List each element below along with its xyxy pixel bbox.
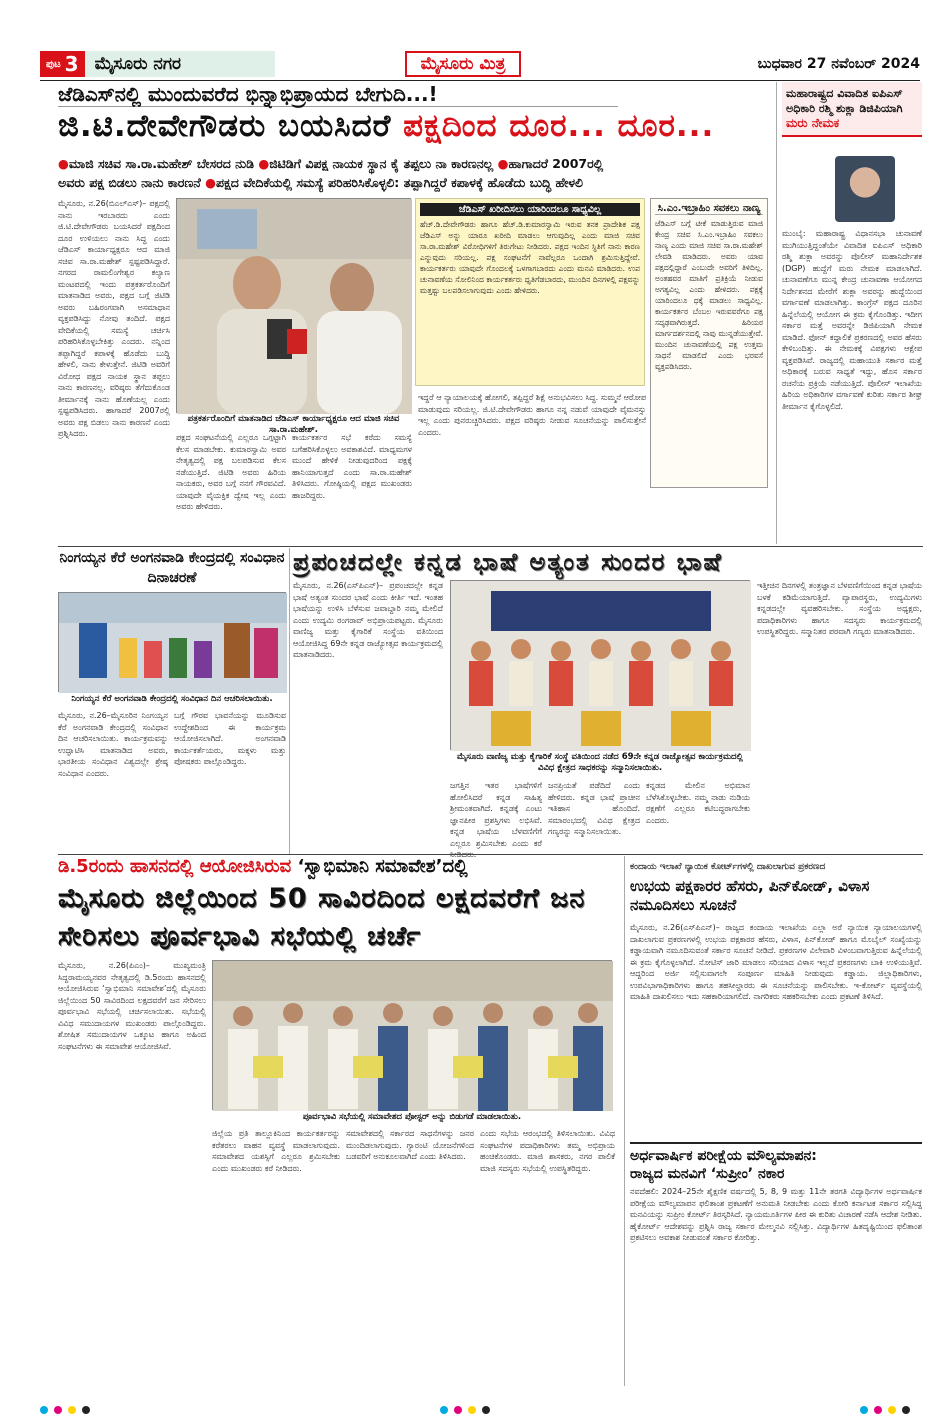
lead-photo bbox=[176, 198, 411, 413]
exam-headline: ರಾಜ್ಯದ ಮನವಿಗೆ ‘ಸುಪ್ರೀಂ’ ನಕಾರ bbox=[630, 1166, 785, 1182]
registration-dot bbox=[888, 1406, 896, 1414]
swabhimani-column-4 bbox=[480, 1128, 615, 1380]
page-number: 3 bbox=[64, 52, 79, 76]
bullet-icon: ● bbox=[58, 156, 69, 171]
kannada-headline: ಪ್ರಪಂಚದಲ್ಲೇ ಕನ್ನಡ ಭಾಷೆ ಅತ್ಯಂತ ಸುಂದರ ಭಾಷೆ bbox=[293, 548, 723, 576]
court-column bbox=[630, 922, 922, 1138]
swabhimani-kicker-a: ಡಿ.5ರಂದು ಹಾಸನದಲ್ಲಿ ಆಯೋಜಿಸಿರುವ bbox=[58, 856, 298, 877]
exam-headline-block bbox=[630, 1142, 922, 1183]
court-headline: ಉಭಯ ಪಕ್ಷಕಾರರ ಹೆಸರು, ಪಿನ್‌ಕೋಡ್, ವಿಳಾಸ ನಮೂದಿಸಲು ಸೂಚನೆ bbox=[630, 877, 870, 914]
kannada-column-5 bbox=[757, 580, 922, 852]
exam-text: ನವದೆಹಲಿ: 2024–25ನೇ ಶೈಕ್ಷಣಿಕ ವರ್ಷದಲ್ಲಿ 5, 8, 9 ಮತ್ತು 11ನೇ ತರಗತಿ ವಿದ್ಯಾರ್ಥಿಗಳ ಅರ್ಧವಾರ್ಷಿಕ ಪರೀಕ್ಷೆಯ ಮೌಲ್ಯಮಾಪನ ಫಲಿತಾಂಶ ಪ್ರಕಟಣೆಗೆ ಅನುಮತಿ ನೀಡಬೇಕು ಎಂದು ಕೋರಿ ಕರ್ನಾಟಕ ಸರ್ಕಾರ ಸಲ್ಲಿಸಿದ್ದ ಮನವಿಯನ್ನು ಸುಪ್ರೀಂ ಕೋರ್ಟ್ ತಿರಸ್ಕರಿಸಿದೆ. ನ್ಯಾಯಮೂರ್ತಿಗಳ ಪೀಠ ಈ ಕುರಿತು ವಿಚಾರಣೆ ನಡೆಸಿ ಆದೇಶ ನೀಡಿತು. ಹೈಕೋರ್ಟ್ ಆದೇಶವನ್ನು ಪ್ರಶ್ನಿಸಿ ರಾಜ್ಯ ಸರ್ಕಾರ ಮೇಲ್ಮನವಿ ಸಲ್ಲಿಸಿತ್ತು. ವಿದ್ಯಾರ್ಥಿಗಳ ಹಿತದೃಷ್ಟಿಯಿಂದ ಫಲಿತಾಂಶ ಪ್ರಕಟಿಸಲು ಅವಕಾಶ ನೀಡುವಂತೆ ಸರ್ಕಾರ ಕೋರಿತ್ತು. bbox=[630, 1187, 922, 1242]
registration-marks-left bbox=[40, 1406, 90, 1414]
registration-dot bbox=[68, 1406, 76, 1414]
boxed-story-text: ಜೆಡಿಎಸ್ ಬಗ್ಗೆ ಟೀಕೆ ಮಾಡುತ್ತಿರುವ ಮಾಜಿ ಕೇಂದ್ರ ಸಚಿವ ಸಿ.ಎಂ.ಇಬ್ರಾಹಿಂ ಸವಕಲು ನಾಣ್ಯ ಎಂದು ಮಾಜಿ ಸಚಿವ ಸಾ.ರಾ.ಮಹೇಶ್ ಲೇವಡಿ ಮಾಡಿದರು. ಅವರು ಯಾವ ಪಕ್ಷದಲ್ಲಿದ್ದಾರೆ ಎಂಬುದೇ ಅವರಿಗೆ ತಿಳಿದಿಲ್ಲ. ಅಂತಹವರ ಮಾತಿಗೆ ಪ್ರತಿಕ್ರಿಯೆ ನೀಡುವ ಅಗತ್ಯವಿಲ್ಲ ಎಂದು ಹೇಳಿದರು. ಪಕ್ಷಕ್ಕೆ ಯಾರಿಂದಲೂ ಧಕ್ಕೆ ಮಾಡಲು ಸಾಧ್ಯವಿಲ್ಲ. ಕಾರ್ಯಕರ್ತರ ಬೆಂಬಲ ಇರುವವರೆಗೂ ಪಕ್ಷ ಸದೃಢವಾಗಿರುತ್ತದೆ. ಹಿರಿಯರ ಮಾರ್ಗದರ್ಶನದಲ್ಲಿ ನಾವು ಮುನ್ನಡೆಯುತ್ತೇವೆ. ಮುಂದಿನ ಚುನಾವಣೆಯಲ್ಲಿ ಪಕ್ಷ ಉತ್ತಮ ಸಾಧನೆ ಮಾಡಲಿದೆ ಎಂದು ಭರವಸೆ ವ್ಯಕ್ತಪಡಿಸಿದರು. bbox=[655, 219, 763, 371]
side-story-headline-red: ಮರು ನೇಮಕ bbox=[786, 116, 840, 130]
swabhimani-text: ಜಿಲ್ಲೆಯ ಪ್ರತಿ ತಾಲ್ಲೂಕಿನಿಂದ ಕಾರ್ಯಕರ್ತರನ್ನು ಕರೆತರಲು ವಾಹನ ವ್ಯವಸ್ಥೆ ಮಾಡಲಾಗುವುದು. ಸಮಾವೇಶದ ಯಶಸ್ಸಿಗೆ ಎಲ್ಲರೂ ಶ್ರಮಿಸಬೇಕು ಎಂದು ಮುಖಂಡರು ಕರೆ ನೀಡಿದರು. bbox=[212, 1129, 340, 1173]
constitution-photo bbox=[58, 592, 286, 692]
side-story-head bbox=[782, 82, 922, 137]
yellow-box-text: ಹೆಚ್.ಡಿ.ದೇವೇಗೌಡರು ಹಾಗೂ ಹೆಚ್.ಡಿ.ಕುಮಾರಸ್ವಾಮಿ ಇರುವ ತನಕ ಪ್ರಾದೇಶಿಕ ಪಕ್ಷ ಜೆಡಿಎಸ್ ಅನ್ನು ಯಾರೂ ಖರೀದಿ ಮಾಡಲು ಆಗುವುದಿಲ್ಲ ಎಂದು ಮಾಜಿ ಸಚಿವ ಸಾ.ರಾ.ಮಹೇಶ್ ವಿರೋಧಿಗಳಿಗೆ ತಿರುಗೇಟು ನೀಡಿದರು. ಪಕ್ಷದ ಇಂದಿನ ಸ್ಥಿತಿಗೆ ನಾನು ಕಾರಣ ಎನ್ನುವುದು ಸರಿಯಲ್ಲ. ಪಕ್ಷ ಸಂಘಟನೆಗೆ ನಾವೆಲ್ಲರೂ ಒಂದಾಗಿ ಶ್ರಮಿಸುತ್ತಿದ್ದೇವೆ. ಕಾರ್ಯಕರ್ತರು ಯಾವುದೇ ಗೊಂದಲಕ್ಕೆ ಒಳಗಾಗಬಾರದು ಎಂದು ಮನವಿ ಮಾಡಿದರು. ಉಪ ಚುನಾವಣೆಯ ಸೋಲಿನಿಂದ ಕಾರ್ಯಕರ್ತರು ಧೃತಿಗೆಡಬಾರದು, ಮುಂದಿನ ದಿನಗಳಲ್ಲಿ ಪಕ್ಷವನ್ನು ಮತ್ತಷ್ಟು ಬಲಪಡಿಸಲಾಗುವುದು ಎಂದು ಹೇಳಿದರು. bbox=[420, 220, 640, 295]
exam-column bbox=[630, 1186, 922, 1384]
kannada-column-3 bbox=[548, 780, 640, 852]
felicitation-photo bbox=[451, 581, 751, 751]
lead-photo-caption: ಪತ್ರಕರ್ತರೊಂದಿಗೆ ಮಾತನಾಡಿದ ಜೆಡಿಎಸ್ ಕಾರ್ಯಾಧ್ಯಕ್ಷರೂ ಆದ ಮಾಜಿ ಸಚಿವ ಸಾ.ರಾ.ಮಹೇಶ್. bbox=[187, 414, 400, 435]
masthead bbox=[40, 50, 920, 78]
kannada-text: ಜನಪ್ರಿಯತೆ ಪಡೆದಿದೆ ಎಂದು ಹೇಳಿದರು. ಕನ್ನಡ ಭಾಷೆ ಪ್ರಾಚೀನ ಇತಿಹಾಸ ಹೊಂದಿದೆ. ಸಮಾರಂಭದಲ್ಲಿ ವಿವಿಧ ಕ್ಷೇತ್ರದ ಗಣ್ಯರನ್ನು ಸನ್ಮಾನಿಸಲಾಯಿತು. bbox=[548, 781, 640, 836]
lead-column-3 bbox=[292, 432, 412, 544]
lead-column-4 bbox=[418, 392, 646, 544]
side-story-column bbox=[782, 228, 922, 543]
section-rule bbox=[58, 546, 923, 547]
exam-kicker: ಅರ್ಧವಾರ್ಷಿಕ ಪರೀಕ್ಷೆಯ ಮೌಲ್ಯಮಾಪನ: bbox=[630, 1148, 817, 1164]
officer-portrait bbox=[835, 156, 895, 222]
press-conference-photo bbox=[177, 199, 412, 414]
kannada-text: ಜಗತ್ತಿನ ಇತರ ಭಾಷೆಗಳಿಗೆ ಹೋಲಿಸಿದರೆ ಕನ್ನಡ ಸಾಹಿತ್ಯ ಶ್ರೀಮಂತವಾಗಿದೆ. ಕನ್ನಡಕ್ಕೆ ಎಂಟು ಜ್ಞಾನಪೀಠ ಪ್ರಶಸ್ತಿಗಳು ಲಭಿಸಿವೆ. ಕನ್ನಡ ಭಾಷೆಯ ಬೆಳವಣಿಗೆಗೆ ಎಲ್ಲರೂ ಶ್ರಮಿಸಬೇಕು ಎಂದು ಕರೆ bbox=[450, 781, 542, 848]
constitution-column-2 bbox=[174, 710, 286, 852]
bullet-icon: ● bbox=[497, 156, 509, 171]
swabhimani-caption: ಪೂರ್ವಭಾವಿ ಸಭೆಯಲ್ಲಿ ಸಮಾವೇಶದ ಪೋಸ್ಟರ್ ಅನ್ನು ಬಿಡುಗಡೆ ಮಾಡಲಾಯಿತು. bbox=[302, 1112, 522, 1122]
constitution-text: ಮೈಸೂರು, ನ.26–ಮೈಸೂರಿನ ನಿಂಗಯ್ಯನ ಕೆರೆ ಅಂಗನವಾಡಿ ಕೇಂದ್ರದಲ್ಲಿ ಸಂವಿಧಾನ ದಿನ ಆಚರಿಸಲಾಯಿತು. ಕಾರ್ಯಕ್ರಮವನ್ನು ಉದ್ಘಾಟಿಸಿ ಮಾತನಾಡಿದ ಅವರು, ಭಾರತೀಯ ಸಂವಿಧಾನ ವಿಶ್ವದಲ್ಲೇ ಶ್ರೇಷ್ಠ ಸಂವಿಧಾನ ಎಂದರು. bbox=[58, 711, 168, 778]
constitution-column-1 bbox=[58, 710, 168, 852]
registration-dot bbox=[874, 1406, 882, 1414]
lead-headline-b: ಪಕ್ಷದಿಂದ ದೂರ... ದೂರ... bbox=[403, 108, 715, 144]
swabhimani-column-2 bbox=[212, 1128, 340, 1380]
anganwadi-children-photo bbox=[59, 593, 287, 693]
swabhimani-kicker-b: ‘ಸ್ವಾಭಿಮಾನಿ ಸಮಾವೇಶ’ದಲ್ಲಿ bbox=[297, 856, 468, 877]
lead-highlights bbox=[58, 154, 623, 194]
section-rule bbox=[58, 854, 923, 855]
constitution-caption: ನಿಂಗಯ್ಯನ ಕೆರೆ ಅಂಗನವಾಡಿ ಕೇಂದ್ರದಲ್ಲಿ ಸಂವಿಧಾನ ದಿನ ಆಚರಿಸಲಾಯಿತು. bbox=[71, 694, 273, 704]
registration-dot bbox=[54, 1406, 62, 1414]
swabhimani-text: ಮೈಸೂರು, ನ.26(ಪಿಎಂ)– ಮುಖ್ಯಮಂತ್ರಿ ಸಿದ್ದರಾಮಯ್ಯನವರ ನೇತೃತ್ವದಲ್ಲಿ ಡಿ.5ರಂದು ಹಾಸನದಲ್ಲಿ ಆಯೋಜಿಸಿರುವ ‘ಸ್ವಾಭಿಮಾನಿ ಸಮಾವೇಶ’ದಲ್ಲಿ ಮೈಸೂರು ಜಿಲ್ಲೆಯಿಂದ 50 ಸಾವಿರದಿಂದ ಲಕ್ಷದವರೆಗೆ ಜನ ಸೇರಿಸಲು ಪೂರ್ವಭಾವಿ ಸಭೆಯಲ್ಲಿ ಚರ್ಚಿಸಲಾಯಿತು. ಸಭೆಯಲ್ಲಿ ವಿವಿಧ ಸಮುದಾಯಗಳ ಮುಖಂಡರು ಪಾಲ್ಗೊಂಡಿದ್ದರು. ಶೋಷಿತ ಸಮುದಾಯಗಳ ಒಕ್ಕೂಟ ಹಾಗೂ ಅಹಿಂದ ಸಂಘಟನೆಗಳು ಈ ಸಮಾವೇಶ ಆಯೋಜಿಸಿವೆ. bbox=[58, 961, 206, 1051]
registration-dot bbox=[482, 1406, 490, 1414]
bullet-icon: ● bbox=[258, 156, 270, 171]
swabhimani-text: ಸಮಾವೇಶದಲ್ಲಿ ಸರ್ಕಾರದ ಸಾಧನೆಗಳನ್ನು ಜನರ ಮುಂದಿಡಲಾಗುವುದು. ಗ್ಯಾರಂಟಿ ಯೋಜನೆಗಳಿಂದ ಬಡವರಿಗೆ ಅನುಕೂಲವಾಗಿದೆ ಎಂದು ತಿಳಿಸಿದರು. bbox=[346, 1129, 474, 1161]
highlight-item: ಮಾಜಿ ಸಚಿವ ಸಾ.ರಾ.ಮಹೇಶ್ ಬೇಸರದ ನುಡಿ bbox=[68, 156, 254, 171]
swabhimani-headline: ಮೈಸೂರು ಜಿಲ್ಲೆಯಿಂದ 50 ಸಾವಿರದಿಂದ ಲಕ್ಷದವರೆಗೆ ಜನ ಸೇರಿಸಲು ಪೂರ್ವಭಾವಿ ಸಭೆಯಲ್ಲಿ ಚರ್ಚೆ bbox=[58, 883, 586, 952]
registration-dot bbox=[860, 1406, 868, 1414]
yellow-box bbox=[415, 198, 645, 386]
registration-marks-right bbox=[860, 1406, 910, 1414]
lead-paragraph: ಇದ್ದರೆ ಆ ನ್ಯಾಯಾಲಯಕ್ಕೆ ಹೋಗಲಿ, ತಪ್ಪಿದ್ದರೆ ಶಿಕ್ಷೆ ಅನುಭವಿಸಲು ಸಿದ್ಧ. ಸುಮ್ಮನೆ ಆರೋಪ ಮಾಡುವುದು ಸರಿಯಲ್ಲ. ಜಿ.ಟಿ.ದೇವೇಗೌಡರು ಹಾಗೂ ನನ್ನ ನಡುವೆ ಯಾವುದೇ ವೈಮನಸ್ಸು ಇಲ್ಲ ಎಂದು ಪುನರುಚ್ಚರಿಸಿದರು. ಪಕ್ಷದ ವರಿಷ್ಠರು ನೀಡುವ ಸೂಚನೆಯನ್ನು ಪಾಲಿಸುತ್ತೇನೆ ಎಂದರು. bbox=[418, 393, 646, 437]
lead-headline bbox=[58, 108, 778, 145]
boxed-story-title: ಸಿ.ಎಂ.ಇಬ್ರಾಹಿಂ ಸವಕಲು ನಾಣ್ಯ bbox=[655, 203, 763, 215]
poster-release-photo bbox=[213, 961, 613, 1111]
kannada-photo bbox=[450, 580, 750, 750]
kannada-column-1 bbox=[293, 580, 443, 852]
kannada-caption: ಮೈಸೂರು ವಾಣಿಜ್ಯ ಮತ್ತು ಕೈಗಾರಿಕೆ ಸಂಸ್ಥೆ ವತಿಯಿಂದ ನಡೆದ 69ನೇ ಕನ್ನಡ ರಾಜ್ಯೋತ್ಸವ ಕಾರ್ಯಕ್ರಮದಲ್ಲಿ ವಿವಿಧ ಕ್ಷೇತ್ರದ ಸಾಧಕರನ್ನು ಸನ್ಮಾನಿಸಲಾಯಿತು. bbox=[457, 752, 743, 773]
highlight-item: ಹಾಗಾದರೆ 2007ರಲ್ಲಿ ಅವರು ಪಕ್ಷ ಬಿಡಲು ನಾನು ಕಾರಣನೆ bbox=[58, 156, 604, 190]
constitution-headline: ನಿಂಗಯ್ಯನ ಕೆರೆ ಅಂಗನವಾಡಿ ಕೇಂದ್ರದಲ್ಲಿ ಸಂವಿಧಾನ ದಿನಾಚರಣೆ bbox=[59, 550, 285, 586]
bullet-icon: ● bbox=[205, 175, 217, 190]
swabhimani-photo bbox=[212, 960, 612, 1110]
section-name: ಮೈಸೂರು ನಗರ bbox=[85, 51, 275, 77]
side-story-text: ಮುಂಬೈ: ಮಹಾರಾಷ್ಟ್ರ ವಿಧಾನಸಭಾ ಚುನಾವಣೆ ಮುಗಿಯುತ್ತಿದ್ದಂತೆಯೇ ವಿವಾದಿತ ಐಪಿಎಸ್ ಅಧಿಕಾರಿ ರಶ್ಮಿ ಶುಕ್ಲಾ ಅವರನ್ನು ಪೊಲೀಸ್ ಮಹಾನಿರ್ದೇಶಕ (DGP) ಹುದ್ದೆಗೆ ಮರು ನೇಮಕ ಮಾಡಲಾಗಿದೆ. ಚುನಾವಣೆಗೂ ಮುನ್ನ ಕೇಂದ್ರ ಚುನಾವಣಾ ಆಯೋಗದ ನಿರ್ದೇಶನದ ಮೇರೆಗೆ ಶುಕ್ಲಾ ಅವರನ್ನು ಹುದ್ದೆಯಿಂದ ವರ್ಗಾವಣೆ ಮಾಡಲಾಗಿತ್ತು. ಕಾಂಗ್ರೆಸ್ ಪಕ್ಷದ ದೂರಿನ ಹಿನ್ನೆಲೆಯಲ್ಲಿ ಆಯೋಗ ಈ ಕ್ರಮ ಕೈಗೊಂಡಿತ್ತು. ಇದೀಗ ಸರ್ಕಾರ ಮತ್ತೆ ಅವರನ್ನೇ ಡಿಜಿಪಿಯಾಗಿ ನೇಮಕ ಮಾಡಿದೆ. ಫೋನ್ ಕದ್ದಾಲಿಕೆ ಪ್ರಕರಣದಲ್ಲಿ ಅವರ ಹೆಸರು ಕೇಳಿಬಂದಿತ್ತು. ಈ ನೇಮಕಕ್ಕೆ ವಿಪಕ್ಷಗಳು ಆಕ್ಷೇಪ ವ್ಯಕ್ತಪಡಿಸಿವೆ. ರಾಜ್ಯದಲ್ಲಿ ಮಹಾಯುತಿ ಸರ್ಕಾರ ಮತ್ತೆ ಅಧಿಕಾರಕ್ಕೆ ಬರುವ ಸಾಧ್ಯತೆ ಇದ್ದು, ಹೊಸ ಸರ್ಕಾರ ರಚನೆಯ ಪ್ರಕ್ರಿಯೆ ನಡೆಯುತ್ತಿದೆ. ಪೊಲೀಸ್ ಇಲಾಖೆಯ ಹಿರಿಯ ಅಧಿಕಾರಿಗಳ ವರ್ಗಾವಣೆ ಕುರಿತು ಸರ್ಕಾರ ಶೀಘ್ರ ತೀರ್ಮಾನ ಕೈಗೊಳ್ಳಲಿದೆ. bbox=[782, 229, 922, 411]
lead-paragraph: ಮೈಸೂರು, ನ.26(ಬಿಎಲ್‌ಎಸ್)– ಪಕ್ಷದಲ್ಲಿ ನಾನು ಇರಬಾರದು ಎಂದು ಜಿ.ಟಿ.ದೇವೇಗೌಡರು ಬಯಸಿದರೆ ಪಕ್ಷದಿಂದ ದೂರ ಉಳಿಯಲು ನಾನು ಸಿದ್ಧ ಎಂದು ಜೆಡಿಎಸ್ ಕಾರ್ಯಾಧ್ಯಕ್ಷರೂ ಆದ ಮಾಜಿ ಸಚಿವ ಸಾ.ರಾ.ಮಹೇಶ್ ಸ್ಪಷ್ಟಪಡಿಸಿದ್ದಾರೆ. ನಗರದ ರಾಮಲಿಂಗೇಶ್ವರ ಕಲ್ಯಾಣ ಮಂಟಪದಲ್ಲಿ ಇಂದು ಪತ್ರಕರ್ತರೊಂದಿಗೆ ಮಾತನಾಡಿದ ಅವರು, ಪಕ್ಷದ ಬಗ್ಗೆ ಜಿಟಿಡಿ ಅವರು ಬಹಿರಂಗವಾಗಿ ಅಸಮಾಧಾನ ವ್ಯಕ್ತಪಡಿಸಿದ್ದು ನೋವು ತಂದಿದೆ. ಪಕ್ಷದ ವೇದಿಕೆಯಲ್ಲಿ ಸಮಸ್ಯೆ ಚರ್ಚಿಸಿ ಪರಿಹರಿಸಿಕೊಳ್ಳಬೇಕಿತ್ತು ಎಂದರು. ನನ್ನಿಂದ ತಪ್ಪಾಗಿದ್ದರೆ ಕಪಾಳಕ್ಕೆ ಹೊಡೆದು ಬುದ್ಧಿ ಹೇಳಲಿ, ನಾನು ಕೇಳುತ್ತೇನೆ. ಜಿಟಿಡಿ ಅವರಿಗೆ ವಿರೋಧ ಪಕ್ಷದ ನಾಯಕ ಸ್ಥಾನ ತಪ್ಪಲು ನಾನು ಕಾರಣನಲ್ಲ. ವರಿಷ್ಠರು ತೆಗೆದುಕೊಂಡ ತೀರ್ಮಾನಕ್ಕೆ ನಾನು ಹೊಣೆಯಲ್ಲ ಎಂದು ಸ್ಪಷ್ಟಪಡಿಸಿದರು. ಹಾಗಾದರೆ 2007ರಲ್ಲಿ ಅವರು ಪಕ್ಷ ಬಿಡಲು ನಾನು ಕಾರಣನೆ ಎಂದು ಪ್ರಶ್ನಿಸಿದರು. bbox=[58, 199, 170, 438]
column-rule bbox=[776, 82, 777, 544]
issue-date: ಬುಧವಾರ 27 ನವೆಂಬರ್ 2024 bbox=[757, 56, 920, 72]
swabhimani-text: ಎಂದು ಸಭೆಯ ಆರಂಭದಲ್ಲಿ ತಿಳಿಸಲಾಯಿತು. ವಿವಿಧ ಸಂಘಟನೆಗಳ ಪದಾಧಿಕಾರಿಗಳು ತಮ್ಮ ಅಭಿಪ್ರಾಯ ಹಂಚಿಕೊಂಡರು. ಮಾಜಿ ಶಾಸಕರು, ನಗರ ಪಾಲಿಕೆ ಮಾಜಿ ಸದಸ್ಯರು ಸಭೆಯಲ್ಲಿ ಉಪಸ್ಥಿತರಿದ್ದರು. bbox=[480, 1129, 615, 1173]
kannada-text: ಕನ್ನಡದ ಮೇಲಿನ ಅಭಿಮಾನ ಬೆಳೆಸಿಕೊಳ್ಳಬೇಕು. ನಮ್ಮ ನಾಡು ನುಡಿಯ ರಕ್ಷಣೆಗೆ ಎಲ್ಲರೂ ಕಟಿಬದ್ಧರಾಗಬೇಕು ಎಂದರು. bbox=[646, 781, 750, 825]
highlight-item: ಜಿಟಿಡಿಗೆ ವಿಪಕ್ಷ ನಾಯಕ ಸ್ಥಾನ ಕೈ ತಪ್ಪಲು ನಾ ಕಾರಣನಲ್ಲ bbox=[269, 156, 494, 171]
lead-paragraph: ಕಾರ್ಯಕರ್ತರ ಸಭೆ ಕರೆದು ಸಮಸ್ಯೆ ಬಗೆಹರಿಸಿಕೊಳ್ಳಲು ಅವಕಾಶವಿದೆ. ಮಾಧ್ಯಮಗಳ ಮುಂದೆ ಹೇಳಿಕೆ ನೀಡುವುದರಿಂದ ಪಕ್ಷಕ್ಕೆ ಹಾನಿಯಾಗುತ್ತದೆ ಎಂದು ಸಾ.ರಾ.ಮಹೇಶ್ ತಿಳಿಸಿದರು. ಗೋಷ್ಠಿಯಲ್ಲಿ ಪಕ್ಷದ ಮುಖಂಡರು ಹಾಜರಿದ್ದರು. bbox=[292, 433, 412, 500]
page-tag: ಪುಟ bbox=[46, 58, 61, 70]
swabhimani-column-1 bbox=[58, 960, 206, 1380]
boxed-story bbox=[650, 198, 768, 488]
page-number-box bbox=[40, 51, 85, 77]
yellow-box-title: ಜೆಡಿಎಸ್ ಖರೀದಿಸಲು ಯಾರಿಂದಲೂ ಸಾಧ್ಯವಿಲ್ಲ bbox=[420, 203, 640, 216]
masthead-rule bbox=[40, 80, 920, 81]
lead-paragraph: ಪಕ್ಷದ ಸಂಘಟನೆಯಲ್ಲಿ ಎಲ್ಲರೂ ಒಗ್ಗಟ್ಟಾಗಿ ಕೆಲಸ ಮಾಡಬೇಕು. ಕುಮಾರಸ್ವಾಮಿ ಅವರ ನೇತೃತ್ವದಲ್ಲಿ ಪಕ್ಷ ಬಲಪಡಿಸುವ ಕೆಲಸ ನಡೆಯುತ್ತಿದೆ. ಜಿಟಿಡಿ ಅವರು ಹಿರಿಯ ನಾಯಕರು, ಅವರ ಬಗ್ಗೆ ನನಗೆ ಗೌರವವಿದೆ. ಯಾವುದೇ ವೈಯಕ್ತಿಕ ದ್ವೇಷ ಇಲ್ಲ ಎಂದು ಅವರು ಹೇಳಿದರು. bbox=[176, 433, 286, 511]
lead-kicker: ಜೆಡಿಎಸ್‌ನಲ್ಲಿ ಮುಂದುವರೆದ ಭಿನ್ನಾಭಿಪ್ರಾಯದ ಬೇಗುದಿ...! bbox=[58, 82, 618, 107]
side-story-headline: ಮಹಾರಾಷ್ಟ್ರದ ವಿವಾದಿತ ಐಪಿಎಸ್ ಅಧಿಕಾರಿ ರಶ್ಮಿ ಶುಕ್ಲಾ ಡಿಜಿಪಿಯಾಗಿ bbox=[786, 87, 903, 115]
constitution-text: ಬಗ್ಗೆ ಗೌರವ ಭಾವನೆಯನ್ನು ಮೂಡಿಸುವ ಉದ್ದೇಶದಿಂದ ಈ ಕಾರ್ಯಕ್ರಮ ಆಯೋಜಿಸಲಾಗಿದೆ. ಅಂಗನವಾಡಿ ಕಾರ್ಯಕರ್ತೆಯರು, ಮಕ್ಕಳು ಮತ್ತು ಪೋಷಕರು ಪಾಲ್ಗೊಂಡಿದ್ದರು. bbox=[174, 711, 286, 766]
court-text: ಮೈಸೂರು, ನ.26(ಎಸ್‌ಪಿಎನ್)– ರಾಜ್ಯದ ಕಂದಾಯ ಇಲಾಖೆಯ ಎಲ್ಲಾ ಅರೆ ನ್ಯಾಯಿಕ ನ್ಯಾಯಾಲಯಗಳಲ್ಲಿ ದಾಖಲಾಗುವ ಪ್ರಕರಣಗಳಲ್ಲಿ ಉಭಯ ಪಕ್ಷಕಾರರ ಹೆಸರು, ವಿಳಾಸ, ಪಿನ್‌ಕೋಡ್ ಹಾಗೂ ಮೊಬೈಲ್ ಸಂಖ್ಯೆಯನ್ನು ಕಡ್ಡಾಯವಾಗಿ ನಮೂದಿಸುವಂತೆ ಸರ್ಕಾರ ಸೂಚನೆ ನೀಡಿದೆ. ಪ್ರಕರಣಗಳ ವಿಲೇವಾರಿ ವಿಳಂಬವಾಗುತ್ತಿರುವ ಹಿನ್ನೆಲೆಯಲ್ಲಿ ಈ ಕ್ರಮ ಕೈಗೊಳ್ಳಲಾಗಿದೆ. ನೋಟಿಸ್ ಜಾರಿ ಮಾಡಲು ಸರಿಯಾದ ವಿಳಾಸ ಇಲ್ಲದೆ ಪ್ರಕರಣಗಳು ಬಾಕಿ ಉಳಿಯುತ್ತಿವೆ. ಆದ್ದರಿಂದ ಅರ್ಜಿ ಸಲ್ಲಿಸುವಾಗಲೇ ಸಂಪೂರ್ಣ ಮಾಹಿತಿ ನೀಡುವುದು ಕಡ್ಡಾಯ. ಜಿಲ್ಲಾಧಿಕಾರಿಗಳು, ಉಪವಿಭಾಗಾಧಿಕಾರಿಗಳು ಹಾಗೂ ತಹಸೀಲ್ದಾರರು ಈ ಸೂಚನೆಯನ್ನು ಪಾಲಿಸಬೇಕು. ಇ-ಕೋರ್ಟ್ ವ್ಯವಸ್ಥೆಯಲ್ಲಿ ಮಾಹಿತಿ ದಾಖಲಿಸಲು ಇದು ಸಹಕಾರಿಯಾಗಲಿದೆ. ನಾಗರಿಕರು ಸಹಕರಿಸಬೇಕು ಎಂದು ಪ್ರಕಟಣೆ ತಿಳಿಸಿದೆ. bbox=[630, 923, 922, 1001]
lead-headline-a: ಜಿ.ಟಿ.ದೇವೇಗೌಡರು ಬಯಸಿದರೆ bbox=[58, 108, 404, 144]
highlight-item: ಪಕ್ಷದ ವೇದಿಕೆಯಲ್ಲಿ ಸಮಸ್ಯೆ ಪರಿಹರಿಸಿಕೊಳ್ಳಲಿ: ತಪ್ಪಾಗಿದ್ದರೆ ಕಪಾಳಕ್ಕೆ ಹೊಡೆದು ಬುದ್ಧಿ ಹೇಳಲಿ bbox=[216, 175, 584, 190]
newspaper-logo: ಮೈಸೂರು ಮಿತ್ರ bbox=[405, 51, 522, 77]
registration-dot bbox=[82, 1406, 90, 1414]
registration-dot bbox=[440, 1406, 448, 1414]
kannada-column-2 bbox=[450, 780, 542, 852]
registration-dot bbox=[40, 1406, 48, 1414]
column-rule bbox=[289, 548, 290, 854]
kannada-column-4 bbox=[646, 780, 750, 852]
registration-marks-center bbox=[440, 1406, 490, 1414]
swabhimani-column-3 bbox=[346, 1128, 474, 1380]
court-headline-block bbox=[630, 858, 922, 915]
kannada-text: ಮೈಸೂರು, ನ.26(ಎಸ್‌ಪಿಎನ್)– ಪ್ರಪಂಚದಲ್ಲೇ ಕನ್ನಡ ಭಾಷೆ ಅತ್ಯಂತ ಸುಂದರ ಭಾಷೆ ಎಂದು ಕೀರ್ತಿ ಇದೆ. ಇಂತಹ ಭಾಷೆಯನ್ನು ಉಳಿಸಿ ಬೆಳೆಸುವ ಜವಾಬ್ದಾರಿ ನಮ್ಮ ಮೇಲಿದೆ ಎಂದು ಉದ್ಯಮಿ ರಂಗರಾವ್ ಅಭಿಪ್ರಾಯಪಟ್ಟರು. ಮೈಸೂರು ವಾಣಿಜ್ಯ ಮತ್ತು ಕೈಗಾರಿಕೆ ಸಂಸ್ಥೆಯ ವತಿಯಿಂದ ಆಯೋಜಿಸಿದ್ದ 69ನೇ ಕನ್ನಡ ರಾಜ್ಯೋತ್ಸವ ಕಾರ್ಯಕ್ರಮದಲ್ಲಿ ಮಾತನಾಡಿದರು. bbox=[293, 581, 443, 659]
registration-dot bbox=[454, 1406, 462, 1414]
court-kicker: ಕಂದಾಯ ಇಲಾಖೆ ನ್ಯಾಯಿಕ ಕೋರ್ಟ್‌ಗಳಲ್ಲಿ ದಾಖಲಾಗುವ ಪ್ರಕರಣದ bbox=[630, 862, 826, 872]
lead-column-2 bbox=[176, 432, 286, 544]
swabhimani-kicker bbox=[58, 856, 623, 877]
kannada-text: ಇತ್ತೀಚಿನ ದಿನಗಳಲ್ಲಿ ತಂತ್ರಜ್ಞಾನ ಬೆಳವಣಿಗೆಯಿಂದ ಕನ್ನಡ ಭಾಷೆಯ ಬಳಕೆ ಕಡಿಮೆಯಾಗುತ್ತಿದೆ. ವ್ಯಾಪಾರಸ್ಥರು, ಉದ್ಯಮಿಗಳು ಕನ್ನಡದಲ್ಲೇ ವ್ಯವಹರಿಸಬೇಕು. ಸಂಸ್ಥೆಯ ಅಧ್ಯಕ್ಷರು, ಪದಾಧಿಕಾರಿಗಳು ಹಾಗೂ ಸದಸ್ಯರು ಕಾರ್ಯಕ್ರಮದಲ್ಲಿ ಉಪಸ್ಥಿತರಿದ್ದರು. ಸನ್ಮಾನಿತರ ಪರವಾಗಿ ಗಣ್ಯರು ಮಾತನಾಡಿದರು. bbox=[757, 581, 922, 636]
registration-dot bbox=[468, 1406, 476, 1414]
registration-dot bbox=[902, 1406, 910, 1414]
lead-column-1 bbox=[58, 198, 170, 543]
column-rule bbox=[624, 856, 625, 1386]
